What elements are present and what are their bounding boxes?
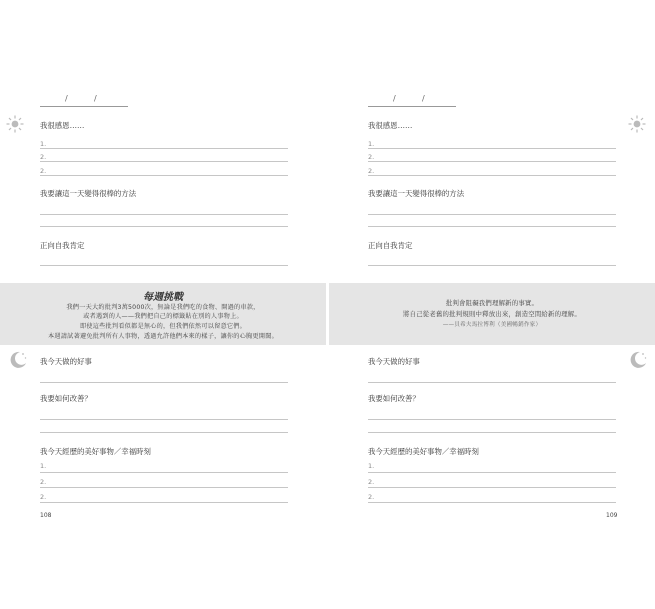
writing-line[interactable]	[40, 226, 288, 227]
affirmation-label: 正向自我肯定	[368, 241, 413, 250]
list-number: 1.	[368, 462, 375, 470]
writing-line[interactable]	[40, 161, 288, 162]
list-number: 1.	[368, 140, 375, 148]
challenge-text-line: 本週請試著避免批判所有人事物，透過允許他們本來的樣子，讓你的心胸更開闊。	[48, 333, 278, 340]
improve-day-label: 我要讓這一天變得很棒的方法	[368, 189, 465, 198]
affirmation-label: 正向自我肯定	[40, 241, 85, 250]
writing-line[interactable]	[368, 175, 616, 176]
how-improve-label: 我要如何改善？	[368, 394, 420, 403]
list-number: 1.	[40, 462, 47, 470]
wonderful-label: 我今天經歷的美好事物／幸福時刻	[40, 447, 151, 456]
gratitude-label: 我很感恩……	[40, 121, 85, 130]
date-field[interactable]	[40, 96, 128, 107]
gratitude-label: 我很感恩……	[368, 121, 413, 130]
writing-line[interactable]	[40, 432, 288, 433]
date-separator: /	[94, 94, 97, 103]
good-deed-label: 我今天做的好事	[368, 357, 420, 366]
list-number: 2.	[368, 478, 375, 486]
list-number: 2.	[368, 493, 375, 501]
writing-line[interactable]	[368, 432, 616, 433]
wonderful-label: 我今天經歷的美好事物／幸福時刻	[368, 447, 479, 456]
writing-line[interactable]	[40, 502, 288, 503]
date-field[interactable]	[368, 96, 456, 107]
writing-line[interactable]	[40, 472, 288, 473]
quote-text-line: 批判會阻礙我們理解新的事實。	[445, 299, 539, 307]
quote-box	[329, 283, 655, 345]
writing-line[interactable]	[368, 148, 616, 149]
writing-line[interactable]	[368, 226, 616, 227]
quote-text-line: 將自己從老舊的批判規則中釋放出來，創造空間給新的理解。	[403, 310, 581, 318]
sun-icon	[628, 115, 646, 133]
writing-line[interactable]	[40, 487, 288, 488]
list-number: 1.	[40, 140, 47, 148]
writing-line[interactable]	[40, 148, 288, 149]
good-deed-label: 我今天做的好事	[40, 357, 92, 366]
writing-line[interactable]	[368, 419, 616, 420]
writing-line[interactable]	[368, 161, 616, 162]
writing-line[interactable]	[368, 382, 616, 383]
date-separator: /	[393, 94, 396, 103]
writing-line[interactable]	[368, 502, 616, 503]
list-number: 2.	[368, 167, 375, 175]
moon-icon	[628, 350, 648, 370]
writing-line[interactable]	[368, 265, 616, 266]
list-number: 2.	[368, 153, 375, 161]
list-number: 2.	[40, 493, 47, 501]
improve-day-label: 我要讓這一天變得很棒的方法	[40, 189, 137, 198]
date-separator: /	[422, 94, 425, 103]
writing-line[interactable]	[368, 472, 616, 473]
writing-line[interactable]	[40, 265, 288, 266]
challenge-text-line: 即使這些批判看似都是無心的，但我們依然可以留意它們。	[79, 323, 247, 330]
writing-line[interactable]	[40, 419, 288, 420]
challenge-text-line: 我們一天大約批判3萬5000次，無論是我們吃的食物、開過的車款，	[66, 304, 260, 311]
writing-line[interactable]	[368, 214, 616, 215]
writing-line[interactable]	[40, 214, 288, 215]
weekly-challenge-box	[0, 283, 326, 345]
challenge-text-line: 或者遇到的人——我們把自己的標籤貼在別的人事物上。	[83, 313, 243, 320]
page-number: 109	[606, 512, 618, 519]
quote-attribution: ——貝希夫馬拉博利（美國暢銷作家）	[442, 322, 542, 328]
moon-icon	[8, 350, 28, 370]
date-separator: /	[65, 94, 68, 103]
sun-icon	[6, 115, 24, 133]
writing-line[interactable]	[368, 487, 616, 488]
weekly-challenge-title: 每週挑戰	[143, 292, 183, 303]
writing-line[interactable]	[40, 382, 288, 383]
writing-line[interactable]	[40, 175, 288, 176]
list-number: 2.	[40, 167, 47, 175]
list-number: 2.	[40, 478, 47, 486]
list-number: 2.	[40, 153, 47, 161]
how-improve-label: 我要如何改善？	[40, 394, 92, 403]
page-number: 108	[40, 512, 52, 519]
